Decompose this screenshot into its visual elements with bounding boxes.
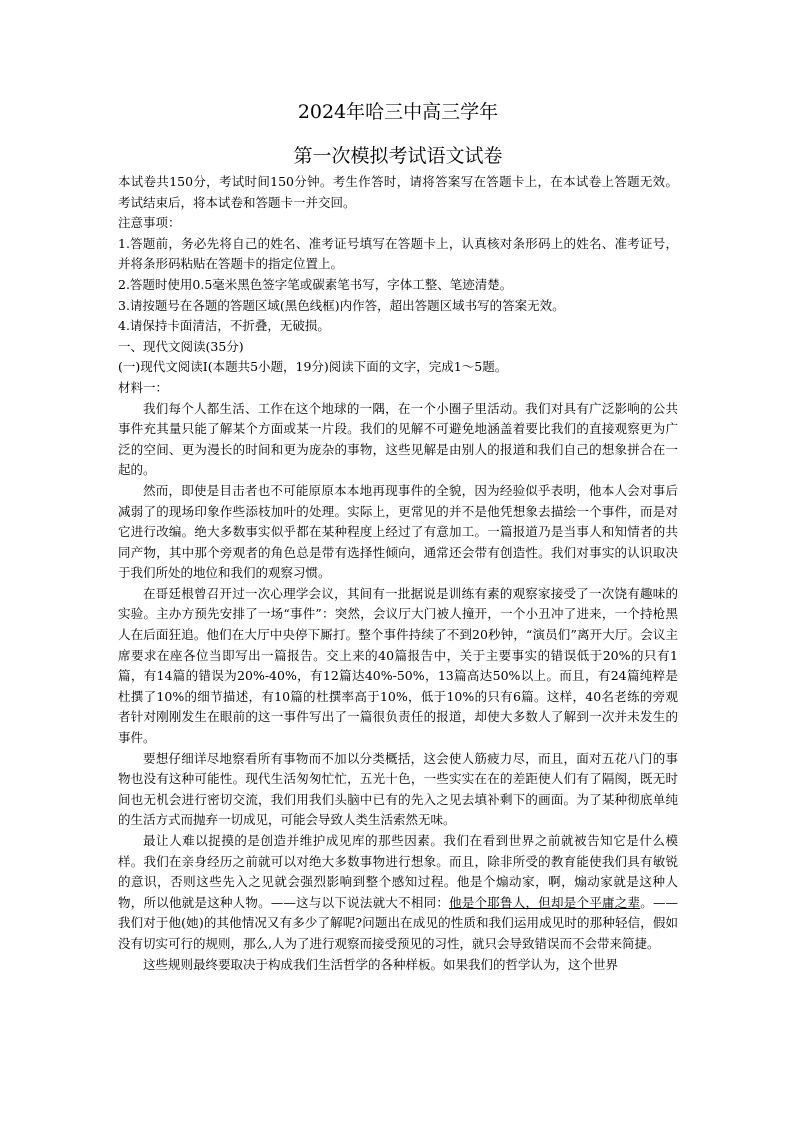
paragraph-6: 这些规则最终要取决于构成我们生活哲学的各种样板。如果我们的哲学认为，这个世界 (143, 956, 619, 972)
underlined-phrase: 他是个耶鲁人，但却是个平庸之辈 (449, 894, 641, 910)
exam-body (118, 172, 678, 975)
notice-item-1: 1.答题前，务必先将自己的姓名、准考证号填写在答题卡上，认真核对条形码上的姓名、准考证号，并将条形码粘贴在答题卡的指定位置上。 (118, 235, 678, 272)
paragraph-2: 然而，即使是目击者也不可能原原本本地再现事件的全貌，因为经验似乎表明，他本人会对事后减弱了的现场印象作些添枝加叶的处理。实际上，更常见的并不是他凭想象去描绘一个事件，而是对它进行改编。绝大多数事实似乎都在某种程度上经过了有意加工。一篇报道乃是当事人和知情者的共同产物，其中那个旁观者的角色总是带有选择性倾向，通常还会带有创造性。我们对事实的认识取决于我们所处的地位和我们的观察习惯。 (118, 482, 678, 581)
material-label: 材料一： (118, 379, 169, 395)
notice-item-4: 4.请保持卡面清洁，不折叠，无破损。 (118, 318, 330, 334)
exam-title-line1: 2024年哈三中高三学年 (297, 101, 499, 123)
notice-item-3: 3.请按题号在各题的答题区域(黑色线框)内作答，超出答题区域书写的答案无效。 (118, 297, 565, 313)
paragraph-1: 我们每个人都生活、工作在这个地球的一隅，在一个小圈子里活动。我们对具有广泛影响的公共事件充其量只能了解某个方面或某一片段。我们的见解不可避免地涵盖着要比我们的直接观察更为广泛的空间、更为漫长的时间和更为庞杂的事物，这些见解是由别人的报道和我们自己的想象拼合在一起的。 (118, 400, 678, 478)
paragraph-4: 要想仔细详尽地察看所有事物而不加以分类概括，这会使人筋疲力尽，而且，面对五花八门的事物也没有这种可能性。现代生活匆匆忙忙，五光十色，一些实实在在的差距使人们有了隔阂，既无时间也无机会进行密切交流，我们用我们头脑中已有的先入之见去填补剩下的画面。为了某种彻底单纯的生活方式而抛弃一切成见，可能会导致人类生活索然无味。 (118, 750, 678, 828)
paragraph-3: 在哥廷根曾召开过一次心理学会议，其间有一批据说是训练有素的观察家接受了一次饶有趣味的实验。主办方预先安排了一场“事件”：突然，会议厅大门被人撞开，一个小丑冲了进来，一个持枪黑人在后面狂追。他们在大厅中央停下厮打。整个事件持续了不到20秒钟，“演员们”离开大厅。会议主席要求在座各位当即写出一篇报告。交上来的40篇报告中，关于主要事实的错误低于20%的只有1篇，有14篇的错误为20%-40%，有12篇达40%-50%，13篇高达50%以上。而且，有24篇纯粹是杜撰了10%的细节描述，有10篇的杜撰率高于10%，低于10%的只有6篇。这样，40名老练的旁观者针对刚刚发生在眼前的这一事件写出了一篇很负责任的报道，却使大多数人了解到一次并未发生的事件。 (118, 585, 678, 746)
exam-page (118, 100, 678, 975)
section-heading: 一、现代文阅读(35分) (118, 338, 244, 354)
exam-title-line2: 第一次模拟考试语文试卷 (293, 145, 503, 167)
intro-text: 本试卷共150分，考试时间150分钟。考生作答时，请将答案写在答题卡上，在本试卷上答题无效。考试结束后，将本试卷和答题卡一并交回。 (118, 174, 678, 210)
paragraph-5 (118, 831, 678, 955)
paragraph-5-part-b: 。——我们对于他(她)的其他情况又有多少了解呢?问题出在成见的性质和我们运用成见时的那种轻信，假如没有切实可行的规则，那么,人为了进行观察而接受预见的习性，就只会导致错误而不会带来简捷。 (118, 894, 678, 951)
paragraph-5-part-a: 最让人难以捉摸的是创造并维护成见库的那些因素。我们在看到世界之前就被告知它是什么模样。我们在亲身经历之前就可以对绝大多数事物进行想象。而且，除非所受的教育能使我们具有敏锐的意识，否则这些先入之见就会强烈影响到整个感知过程。他是个煽动家，啊，煽动家就是这种人物，所以他就是这种人物。——这与以下说法就大不相同： (118, 833, 678, 910)
notice-heading: 注意事项： (118, 215, 181, 231)
section-sub-heading: (一)现代文阅读I(本题共5小题，19分)阅读下面的文字，完成1～5题。 (118, 359, 508, 375)
notice-item-2: 2.答题时使用0.5毫米黑色签字笔或碳素笔书写，字体工整、笔迹清楚。 (118, 276, 513, 292)
